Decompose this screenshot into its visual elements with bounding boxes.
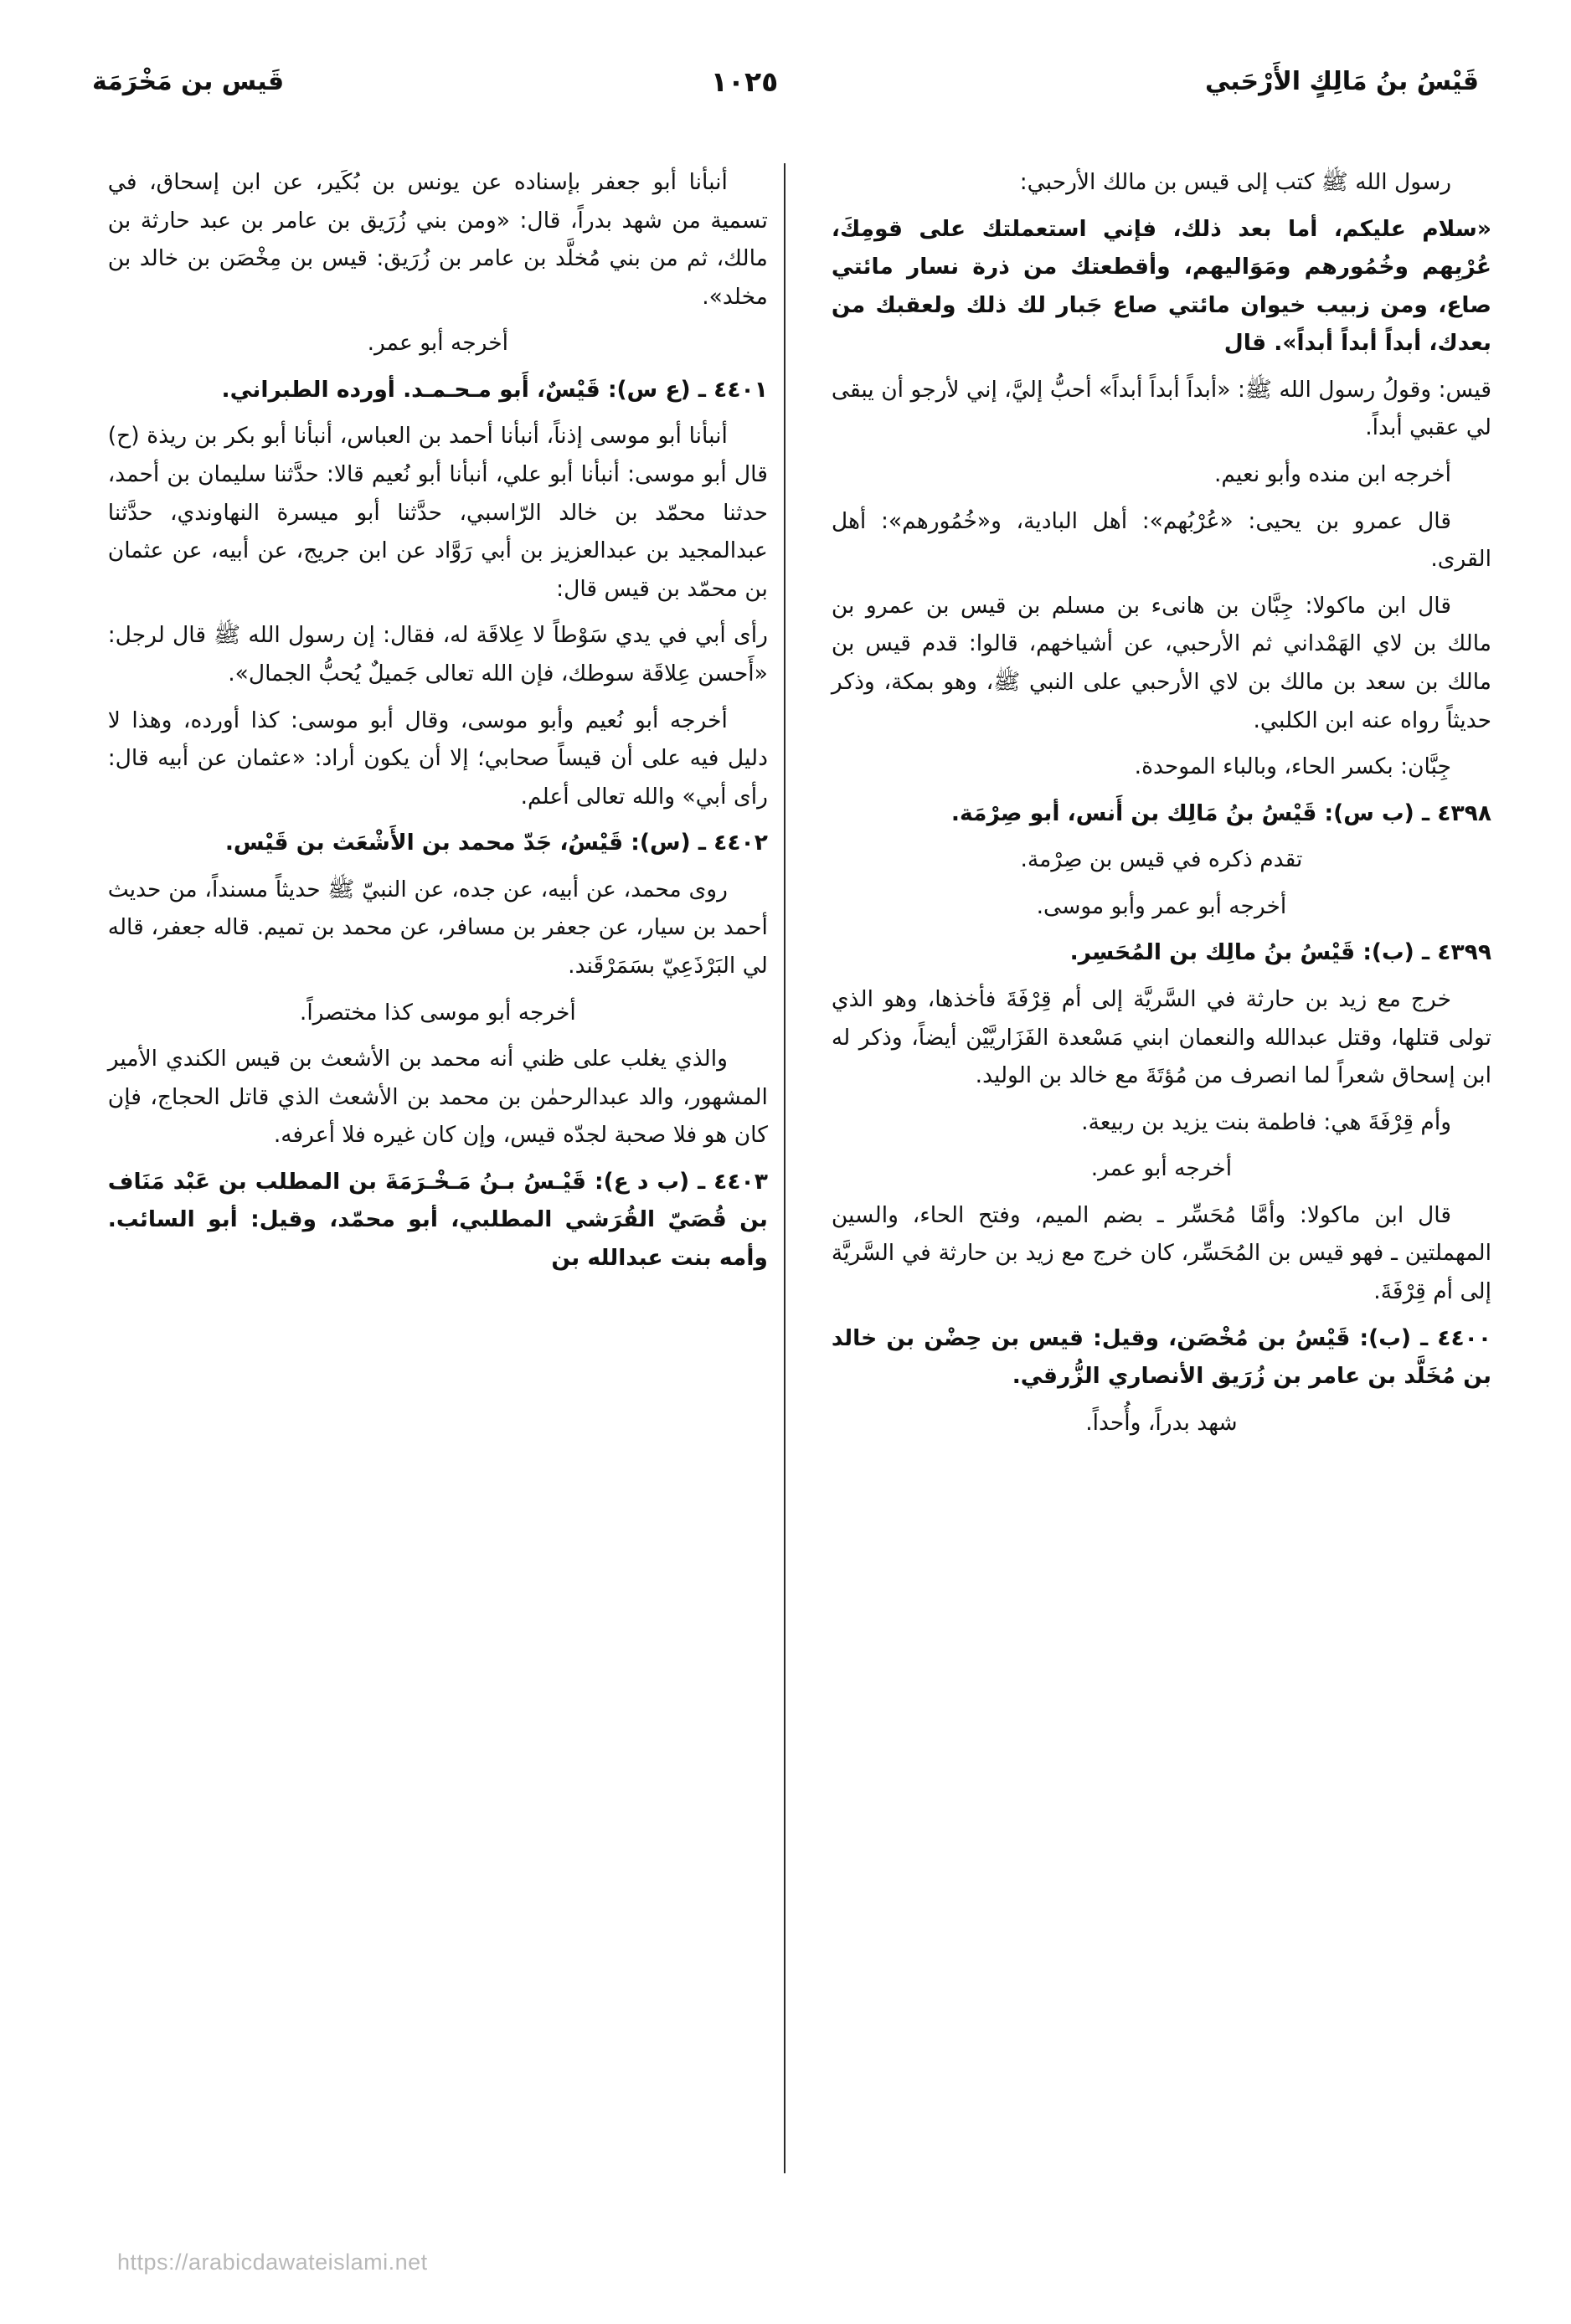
paragraph: قال ابن ماكولا: وأمَّا مُحَسِّر ـ بضم الميم، وفتح الحاء، والسين المهملتين ـ فهو قيس بن المُحَسِّر، كان خرج مع زيد بن حارثة في السَّريَّة إلى أم قِرْفَةَ.: [831, 1201, 1491, 1305]
header-running-title-left: قَيس بن مَخْرَمَة: [92, 66, 285, 96]
paragraph: روى محمد، عن أبيه، عن جده، عن النبيّ ﷺ حديثاً مسنداً، من حديث أحمد بن سيار، عن جعفر بن مسافر، عن محمد بن تميم. قاله جعفر، قاله لي البَرْذَعِيّ بسَمَرْقَند.: [107, 876, 768, 979]
entry-heading: ٤٤٠١ ـ (ع س): قَيْسٌ، أَبو مـحـمـد. أورده الطبراني.: [221, 376, 768, 403]
paragraph: قيس: وقولُ رسول الله ﷺ: «أبداً أبداً أبداً» أحبُّ إليَّ، إني لأرجو أن يبقى لي عقبي أبداً.: [831, 376, 1491, 441]
paragraph: أخرجه أبو نُعيم وأبو موسى، وقال أبو موسى: كذا أورده، وهذا لا دليل فيه على أن قيساً صحابي؛ إلا أن يكون أراد: «عثمان عن أبيه قال: رأى أبي» والله تعالى أعلم.: [107, 707, 768, 810]
entry-heading: ٤٣٩٨ ـ (ب س): قَيْسُ بنُ مَالِك بن أَنس، أبو صِرْمَة.: [950, 800, 1491, 826]
site-watermark: https://arabicdawateislami.net: [117, 2249, 428, 2275]
takhrij-line: أخرجه أبو عمر.: [1090, 1155, 1233, 1182]
entry-heading: ٤٣٩٩ ـ (ب): قَيْسُ بنُ مالِك بن المُحَسِر.: [1069, 939, 1491, 966]
paragraph: رسول الله ﷺ كتب إلى قيس بن مالك الأرحبي:: [1019, 169, 1451, 195]
two-column-body: [80, 163, 1491, 2173]
paragraph: قال عمرو بن يحيى: «عُرْبُهم»: أهل البادية، و«خُمُورهم»: أهل القرى.: [831, 507, 1491, 573]
entry-heading: ٤٤٠٣ ـ (ب د ع): قَيْـسُ بـنُ مَـخْـرَمَةَ بن المطلب بن عَبْد مَنَاف بن قُصَيّ القُرَشي المطلبي، أبو محمّد، وقيل: أبو السائب. وأمه بنت عبدالله بن: [107, 1168, 768, 1272]
paragraph: أنبأنا أبو جعفر بإسناده عن يونس بن بُكَير، عن ابن إسحاق، في تسمية من شهد بدراً، قال: «ومن بني زُرَيق بن عامر بن عبد حارثة بن مالك، ثم من بني مُخلَّد بن عامر بن زُرَيق: قيس بن مِخْصَن بن خالد بن مخلد».: [107, 169, 768, 310]
paragraph: شهد بدراً، وأُحداً.: [1085, 1409, 1238, 1436]
takhrij-line: أخرجه أبو موسى كذا مختصراً.: [299, 999, 576, 1026]
column-left: [108, 163, 800, 2173]
paragraph: والذي يغلب على ظني أنه محمد بن الأشعث بن قيس الكندي الأمير المشهور، والد عبدالرحمٰن بن محمد بن الأشعث الذي قاتل الحجاج، فإن كان هو فلا صحبة لجدّه قيس، وإن كان غيره فلا أعرفه.: [107, 1046, 768, 1149]
column-right: [800, 163, 1491, 2173]
paragraph: جِبَّان: بكسر الحاء، وبالباء الموحدة.: [1134, 753, 1451, 780]
takhrij-line: أخرجه أبو عمر.: [367, 330, 509, 357]
paragraph: أنبأنا أبو موسى إذناً، أنبأنا أحمد بن العباس، أنبأنا أبو بكر بن ريذة (ح) قال أبو موسى: أنبأنا أبو علي، أنبأنا أبو نُعيم قالا: حدَّثنا سليمان بن أحمد، حدثنا محمّد بن خالد الرّاسبي، حدَّثنا أبو ميسرة النهاوندي، حدَّثنا عبدالمجيد بن عبدالعزيز بن أبي رَوَّاد عن ابن جريج، عن أبيه، عن عثمان بن محمّد بن قيس قال:: [107, 423, 768, 602]
takhrij-line: أخرجه ابن منده وأبو نعيم.: [1214, 461, 1451, 488]
entry-heading: ٤٤٠٢ ـ (س): قَيْسُ، جَدّ محمد بن الأَشْعَث بن قَيْس.: [224, 830, 768, 856]
paragraph: وأم قِرْفَةَ هي: فاطمة بنت يزيد بن ربيعة.: [1081, 1108, 1451, 1135]
paragraph: خرج مع زيد بن حارثة في السَّريَّة إلى أم قِرْفَةَ فأخذها، وهو الذي تولى قتلها، وقتل عبدالله والنعمان ابني مَسْعدة الفَزَاريَّيْن أيضاً، وذكر له ابن إسحاق شعراً لما انصرف من مُؤتَةَ مع خالد بن الوليد.: [831, 985, 1491, 1089]
takhrij-line: أخرجه أبو عمر وأبو موسى.: [1036, 892, 1287, 919]
quoted-letter-text: «سلام عليكم، أما بعد ذلك، فإني استعملتك على قومِكَ، عُرْبِهم وخُمُورهم ومَوَاليهم، وأقطعتك من ذرة نسار مائتي صاع، ومن زبيب خيوان مائتي صاع جَبار لك ذلك ولعقبك من بعدك، أبداً أبداً أبداً». قال: [831, 215, 1491, 357]
paragraph: قال ابن ماكولا: جِبَّان بن هانىء بن مسلم بن قيس بن عمرو بن مالك بن لاي الهَمْداني ثم الأرحبي، عن أشياخهم، قالوا: قدم قيس بن مالك بن سعد بن مالك بن لاي الأرحبي على النبي ﷺ، وهو بمكة، وذكر حديثاً رواه عنه ابن الكلبي.: [831, 592, 1491, 733]
header-running-title-right: قَيْسُ بنُ مَالِكٍ الأَرْحَبي: [1204, 66, 1479, 96]
paragraph: رأى أبي في يدي سَوْطاً لا عِلاقَة له، فقال: إن رسول الله ﷺ قال لرجل: «أَحسن عِلاقَة سوطك، فإن الله تعالى جَميلٌ يُحبُّ الجمال».: [107, 622, 768, 686]
page-number: ١٠٢٥: [710, 64, 779, 98]
entry-heading: ٤٤٠٠ ـ (ب): قَيْسُ بن مُخْصَن، وقيل: قيس بن حِضْن بن خالد بن مُخَلَّد بن عامر بن زُرَيق الأنصاري الزُّرقي.: [831, 1324, 1491, 1390]
paragraph: تقدم ذكره في قيس بن صِرْمة.: [1020, 846, 1303, 873]
page-header: [92, 52, 1479, 111]
